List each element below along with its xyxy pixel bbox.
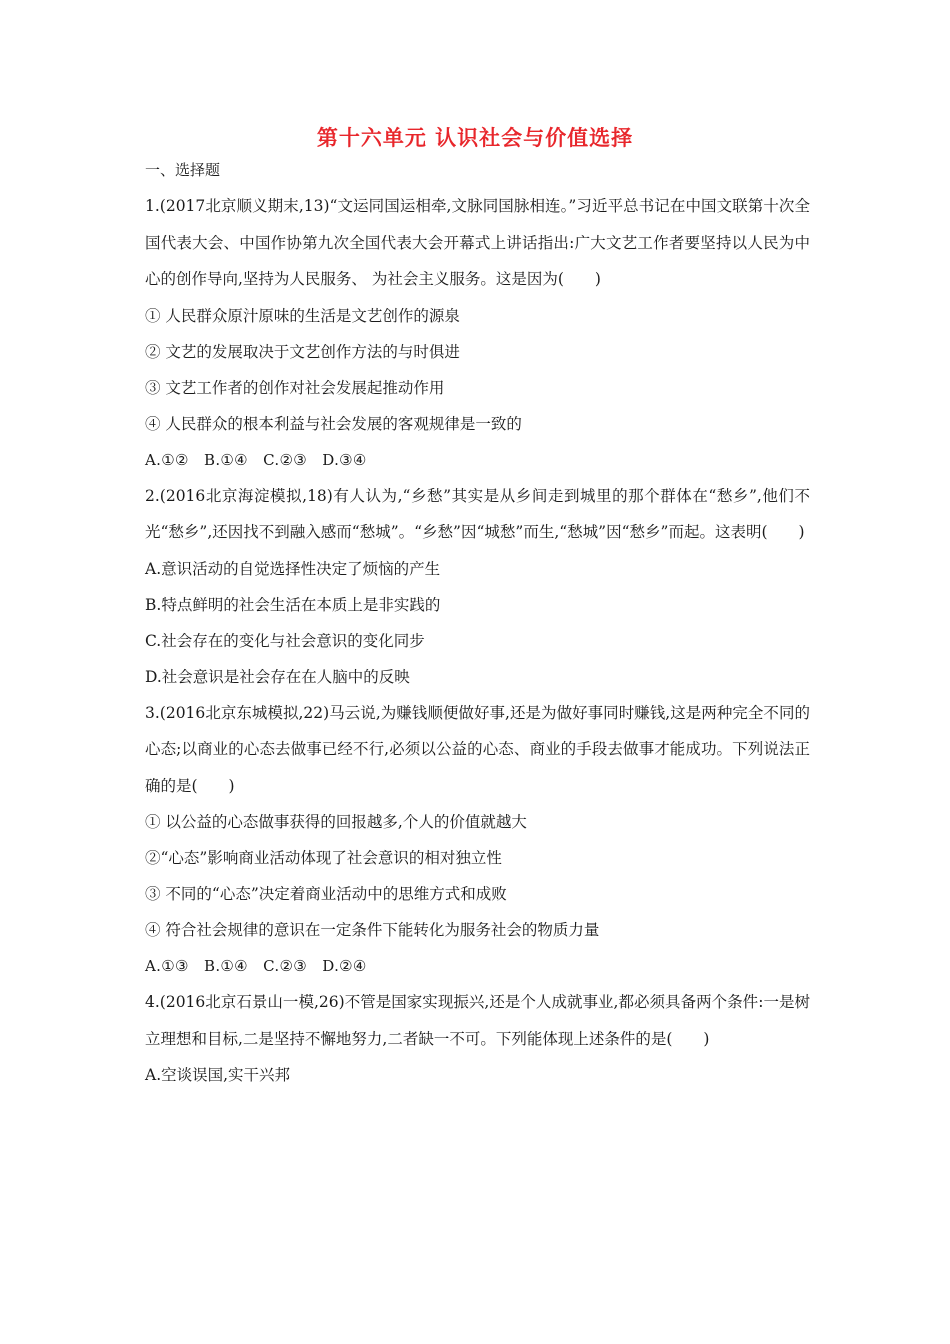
question-stem: 4.(2016北京石景山一模,26)不管是国家实现振兴,还是个人成就事业,都必须具备两个条件:一是树立理想和目标,二是坚持不懈地努力,二者缺一不可。下列能体现上述条件的是( ): [145, 993, 810, 1048]
question-3: [145, 695, 810, 985]
question-stem: 2.(2016北京海淀模拟,18)有人认为,“乡愁”其实是从乡间走到城里的那个群体在“愁乡”,他们不光“愁乡”,还因找不到融入感而“愁城”。“乡愁”因“城愁”而生,“愁城”因“愁乡”而起。这表明( ): [145, 486, 810, 541]
question-stem: 3.(2016北京东城模拟,22)马云说,为赚钱顺便做好事,还是为做好事同时赚钱,这是两种完全不同的心态;以商业的心态去做事已经不行,必须以公益的心态、商业的手段去做事才能成功。下列说法正确的是( ): [145, 703, 810, 795]
option-item: ④ 符合社会规律的意识在一定条件下能转化为服务社会的物质力量: [145, 921, 600, 939]
option-item: C.社会存在的变化与社会意识的变化同步: [145, 631, 425, 650]
question-1: [145, 188, 810, 478]
option-item: D.社会意识是社会存在在人脑中的反映: [145, 667, 410, 686]
option-item: A.意识活动的自觉选择性决定了烦恼的产生: [145, 559, 441, 578]
question-stem: 1.(2017北京顺义期末,13)“文运同国运相牵,文脉同国脉相连。”习近平总书记在中国文联第十次全国代表大会、中国作协第九次全国代表大会开幕式上讲话指出:广大文艺工作者要坚持以人民为中心的创作导向,坚持为人民服务、 为社会主义服务。这是因为( ): [145, 197, 810, 288]
option-item: ① 人民群众原汁原味的生活是文艺创作的源泉: [145, 306, 460, 325]
question-2: [145, 478, 810, 695]
question-4: [145, 984, 810, 1093]
unit-title: 第十六单元 认识社会与价值选择: [316, 126, 634, 150]
document-body: [145, 158, 810, 1093]
answer-choices: A.①② B.①④ C.②③ D.③④: [145, 450, 367, 469]
section-heading: 一、选择题: [145, 161, 221, 179]
option-item: ① 以公益的心态做事获得的回报越多,个人的价值就越大: [145, 813, 527, 831]
option-item: ③ 文艺工作者的创作对社会发展起推动作用: [145, 378, 445, 397]
answer-choices: A.①③ B.①④ C.②③ D.②④: [145, 957, 367, 975]
option-item: B.特点鲜明的社会生活在本质上是非实践的: [145, 595, 441, 614]
option-item: ③ 不同的“心态”决定着商业活动中的思维方式和成败: [145, 885, 507, 903]
option-item: A.空谈误国,实干兴邦: [145, 1066, 291, 1084]
option-item: ② 文艺的发展取决于文艺创作方法的与时俱进: [145, 342, 460, 361]
option-item: ②“心态”影响商业活动体现了社会意识的相对独立性: [145, 849, 502, 867]
option-item: ④ 人民群众的根本利益与社会发展的客观规律是一致的: [145, 414, 522, 433]
